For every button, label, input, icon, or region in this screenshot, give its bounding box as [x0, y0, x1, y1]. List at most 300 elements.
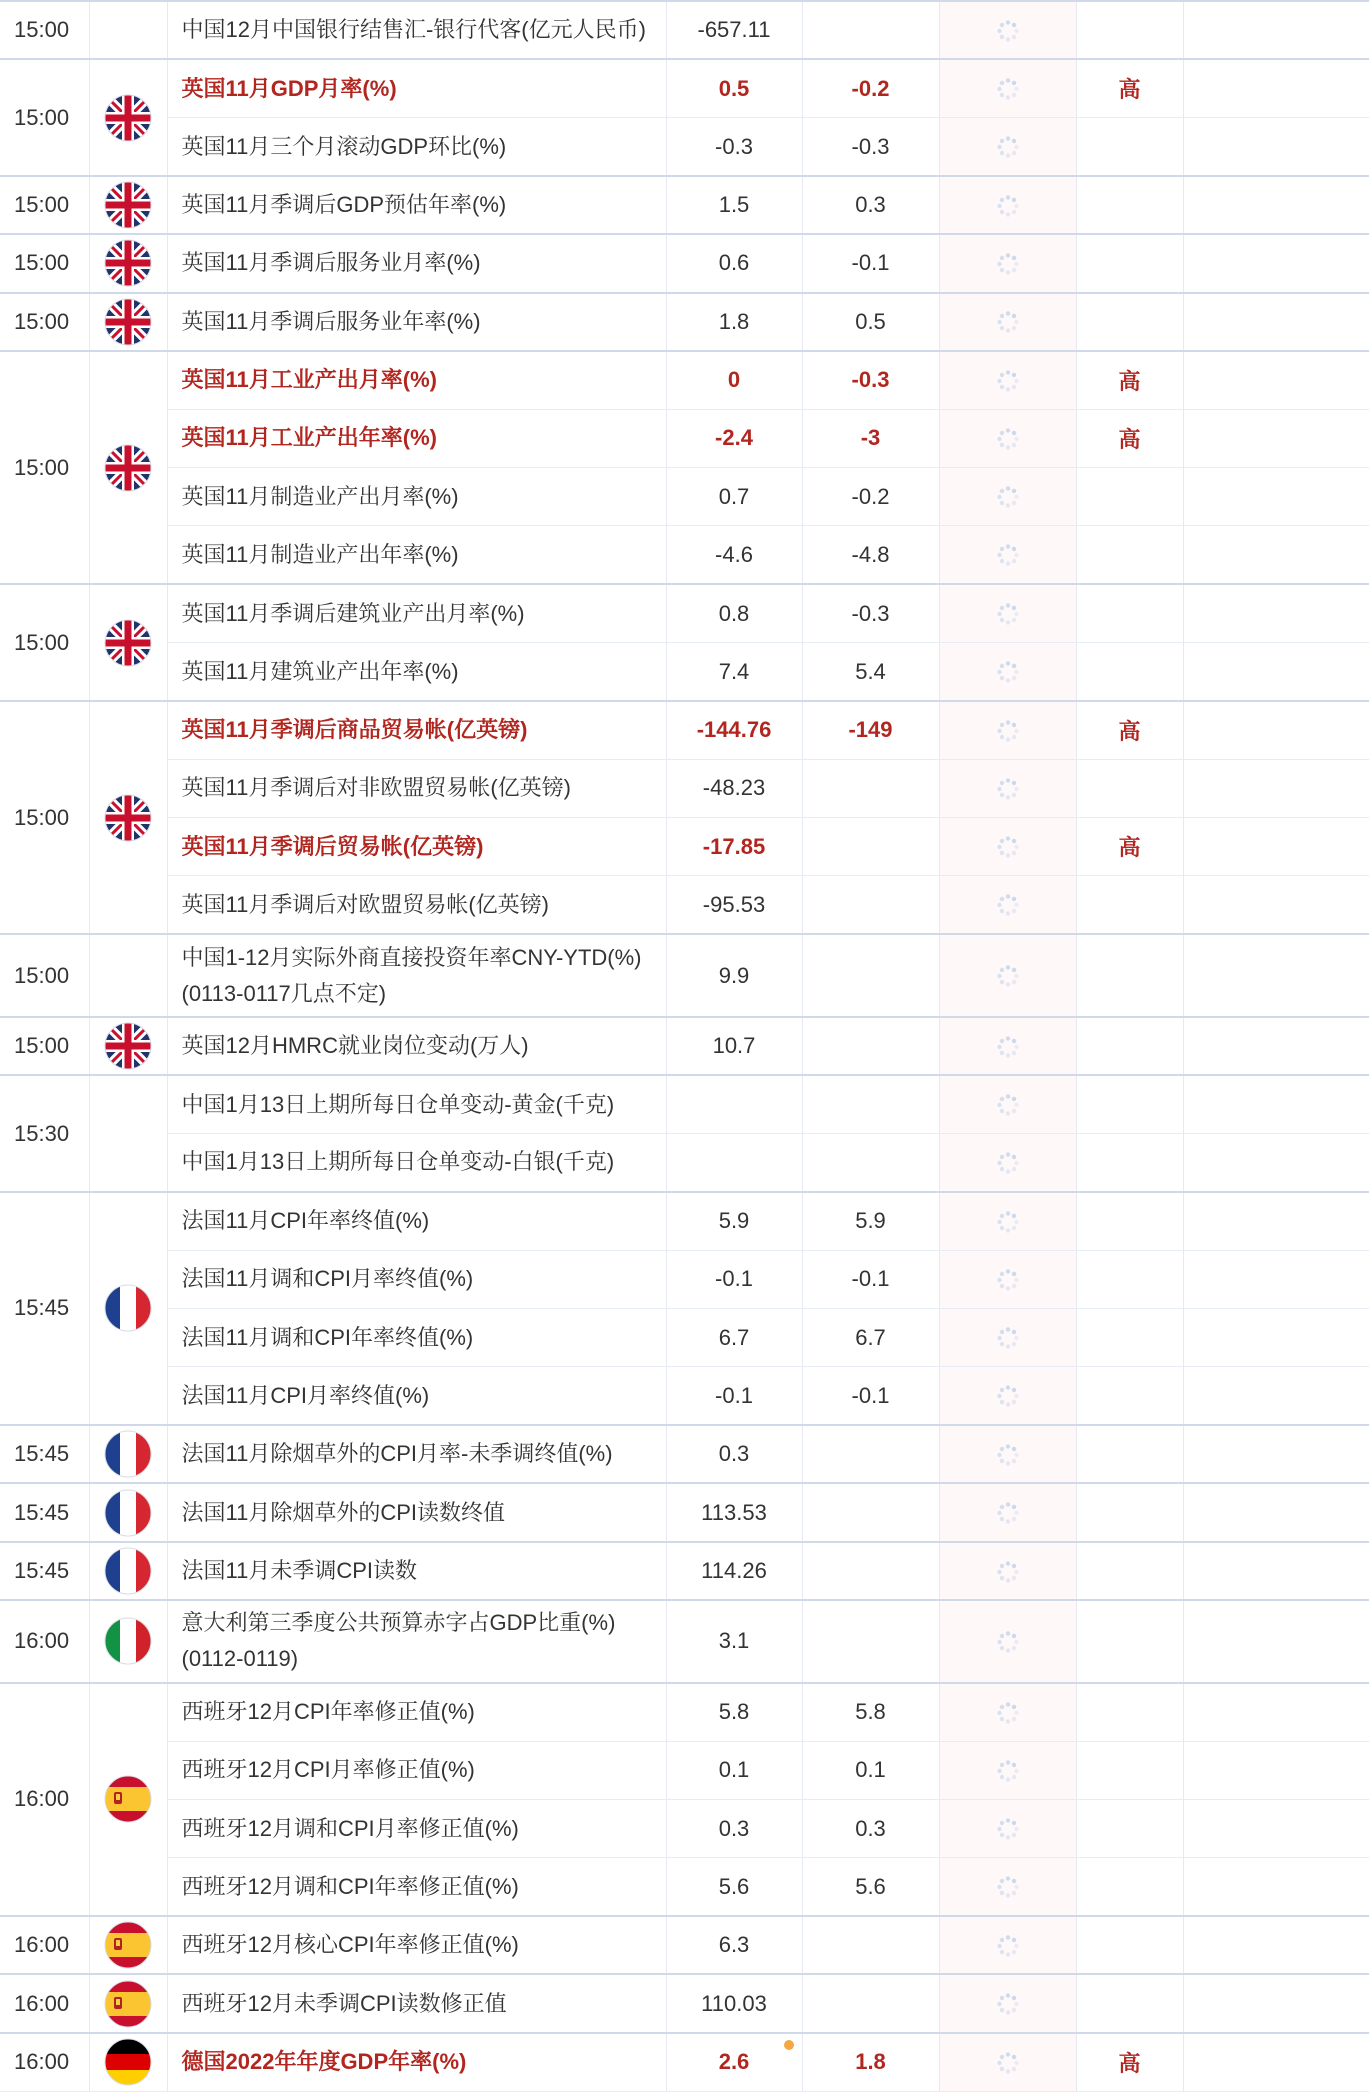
event-row[interactable] — [0, 1542, 1369, 1600]
detail-cell[interactable] — [1183, 1308, 1369, 1366]
country-flag-cell — [89, 584, 167, 701]
flag-uk-icon — [104, 628, 152, 653]
actual-value-loading — [939, 1134, 1076, 1192]
event-row[interactable] — [0, 468, 1369, 526]
detail-cell[interactable] — [1183, 2033, 1369, 2091]
event-time: 15:45 — [0, 1483, 89, 1541]
event-name[interactable] — [167, 1542, 666, 1600]
actual-value-loading — [939, 1017, 1076, 1075]
event-row[interactable] — [0, 1075, 1369, 1133]
event-row[interactable] — [0, 759, 1369, 817]
importance-label — [1076, 1192, 1183, 1250]
event-time: 15:00 — [0, 234, 89, 292]
detail-cell[interactable] — [1183, 1425, 1369, 1483]
forecast-value: -0.1 — [802, 234, 939, 292]
event-name-text: 英国11月制造业产出年率(%) — [181, 541, 459, 567]
event-name-text: 意大利第三季度公共预算赤字占GDP比重(%) — [181, 1610, 616, 1636]
event-name[interactable] — [167, 1425, 666, 1483]
event-name-text: 法国11月调和CPI年率终值(%) — [181, 1324, 474, 1350]
event-row[interactable] — [0, 409, 1369, 467]
event-name[interactable] — [167, 1367, 666, 1425]
actual-value-loading — [939, 1974, 1076, 2032]
event-time: 16:00 — [0, 1974, 89, 2032]
event-name-text: 中国12月中国银行结售汇-银行代客(亿元人民币) — [181, 17, 646, 43]
event-time: 15:45 — [0, 1542, 89, 1600]
previous-value: -0.3 — [666, 118, 802, 176]
flag-es-icon — [104, 1785, 152, 1810]
previous-value: 1.5 — [666, 176, 802, 234]
event-row[interactable] — [0, 1425, 1369, 1483]
flag-uk-icon — [104, 1032, 152, 1057]
importance-label — [1076, 759, 1183, 817]
previous-value — [666, 1134, 802, 1192]
previous-value: 0.7 — [666, 468, 802, 526]
importance-label — [1076, 118, 1183, 176]
loading-spinner-icon — [995, 1382, 1021, 1407]
event-row[interactable] — [0, 176, 1369, 234]
detail-cell[interactable] — [1183, 1134, 1369, 1192]
event-name[interactable] — [167, 759, 666, 817]
event-time: 15:00 — [0, 701, 89, 934]
importance-label — [1076, 526, 1183, 584]
actual-value-loading — [939, 59, 1076, 117]
importance-label — [1076, 1600, 1183, 1683]
actual-value-loading — [939, 1192, 1076, 1250]
flag-es-icon — [104, 1989, 152, 2014]
previous-value: -0.1 — [666, 1367, 802, 1425]
loading-spinner-icon — [995, 600, 1021, 625]
detail-cell[interactable] — [1183, 1483, 1369, 1541]
event-name[interactable] — [167, 584, 666, 642]
loading-spinner-icon — [995, 1324, 1021, 1349]
forecast-value: -4.8 — [802, 526, 939, 584]
actual-value-loading — [939, 1367, 1076, 1425]
flag-uk-icon — [104, 191, 152, 216]
detail-cell[interactable] — [1183, 176, 1369, 234]
loading-spinner-icon — [995, 367, 1021, 392]
country-flag-cell — [89, 1425, 167, 1483]
loading-spinner-icon — [995, 1091, 1021, 1116]
event-row[interactable] — [0, 934, 1369, 1017]
importance-label — [1076, 1974, 1183, 2032]
event-time: 15:00 — [0, 293, 89, 351]
event-time: 16:00 — [0, 1916, 89, 1974]
forecast-value: -0.2 — [802, 59, 939, 117]
event-row[interactable] — [0, 1974, 1369, 2032]
event-name-note: (0113-0117几点不定) — [181, 980, 387, 1006]
importance-label: 高 — [1076, 818, 1183, 876]
previous-value: -0.1 — [666, 1250, 802, 1308]
loading-spinner-icon — [995, 1266, 1021, 1291]
event-name[interactable] — [167, 409, 666, 467]
event-name[interactable] — [167, 1308, 666, 1366]
event-row[interactable] — [0, 293, 1369, 351]
forecast-value — [802, 1075, 939, 1133]
country-flag-cell — [89, 351, 167, 584]
detail-cell[interactable] — [1183, 1799, 1369, 1857]
event-name[interactable] — [167, 643, 666, 701]
actual-value-loading — [939, 1250, 1076, 1308]
event-time: 15:00 — [0, 1017, 89, 1075]
actual-value-loading — [939, 1741, 1076, 1799]
forecast-value: -0.3 — [802, 584, 939, 642]
detail-cell[interactable] — [1183, 59, 1369, 117]
previous-value — [666, 1075, 802, 1133]
importance-label — [1076, 1, 1183, 59]
previous-value: 5.6 — [666, 1858, 802, 1916]
loading-spinner-icon — [995, 1873, 1021, 1898]
importance-label — [1076, 468, 1183, 526]
actual-value-loading — [939, 1483, 1076, 1541]
event-row[interactable] — [0, 1192, 1369, 1250]
event-name-text: 中国1月13日上期所每日仓单变动-白银(千克) — [181, 1149, 615, 1175]
event-name-text: 英国11月季调后服务业月率(%) — [181, 250, 481, 276]
event-name[interactable] — [167, 351, 666, 409]
loading-spinner-icon — [995, 658, 1021, 683]
loading-spinner-icon — [995, 1441, 1021, 1466]
actual-value-loading — [939, 1799, 1076, 1857]
previous-value: -95.53 — [666, 876, 802, 934]
event-name[interactable] — [167, 1017, 666, 1075]
detail-cell[interactable] — [1183, 1858, 1369, 1916]
event-row[interactable] — [0, 526, 1369, 584]
event-name[interactable] — [167, 1192, 666, 1250]
flag-it-icon — [104, 1627, 152, 1652]
actual-value-loading — [939, 409, 1076, 467]
detail-cell[interactable] — [1183, 409, 1369, 467]
actual-value-loading — [939, 176, 1076, 234]
importance-label — [1076, 1250, 1183, 1308]
importance-label — [1076, 176, 1183, 234]
event-name-text: 西班牙12月未季调CPI读数修正值 — [181, 1990, 507, 2016]
event-name[interactable] — [167, 293, 666, 351]
importance-label — [1076, 1075, 1183, 1133]
country-flag-cell — [89, 234, 167, 292]
event-row[interactable] — [0, 1367, 1369, 1425]
importance-label — [1076, 1134, 1183, 1192]
event-time: 15:45 — [0, 1425, 89, 1483]
forecast-value — [802, 1425, 939, 1483]
event-name[interactable] — [167, 176, 666, 234]
event-time: 15:30 — [0, 1075, 89, 1192]
detail-cell[interactable] — [1183, 118, 1369, 176]
forecast-value — [802, 1916, 939, 1974]
loading-spinner-icon — [995, 192, 1021, 217]
detail-cell[interactable] — [1183, 643, 1369, 701]
event-row[interactable] — [0, 1741, 1369, 1799]
event-name[interactable] — [167, 59, 666, 117]
detail-cell[interactable] — [1183, 234, 1369, 292]
previous-value: 6.3 — [666, 1916, 802, 1974]
importance-label — [1076, 584, 1183, 642]
flag-uk-icon — [104, 803, 152, 828]
forecast-value: 0.5 — [802, 293, 939, 351]
detail-cell[interactable] — [1183, 1741, 1369, 1799]
previous-value: 113.53 — [666, 1483, 802, 1541]
previous-value: 0.8 — [666, 584, 802, 642]
actual-value-loading — [939, 526, 1076, 584]
loading-spinner-icon — [995, 2049, 1021, 2074]
importance-label — [1076, 643, 1183, 701]
event-name-text: 西班牙12月调和CPI月率修正值(%) — [181, 1815, 519, 1841]
event-name[interactable] — [167, 1250, 666, 1308]
loading-spinner-icon — [995, 1557, 1021, 1582]
event-name[interactable] — [167, 1683, 666, 1741]
event-name[interactable] — [167, 1799, 666, 1857]
forecast-value — [802, 1, 939, 59]
forecast-value — [802, 1600, 939, 1683]
event-name[interactable] — [167, 701, 666, 759]
event-name[interactable] — [167, 1741, 666, 1799]
flag-uk-icon — [104, 103, 152, 128]
event-time: 15:45 — [0, 1192, 89, 1425]
forecast-value: 0.3 — [802, 176, 939, 234]
actual-value-loading — [939, 1425, 1076, 1483]
forecast-value — [802, 1134, 939, 1192]
detail-cell[interactable] — [1183, 1367, 1369, 1425]
loading-spinner-icon — [995, 541, 1021, 566]
event-row[interactable] — [0, 584, 1369, 642]
previous-value: 5.9 — [666, 1192, 802, 1250]
event-name-text: 法国11月调和CPI月率终值(%) — [181, 1266, 474, 1292]
event-name[interactable] — [167, 526, 666, 584]
event-row[interactable] — [0, 1600, 1369, 1683]
actual-value-loading — [939, 1075, 1076, 1133]
actual-value-loading — [939, 759, 1076, 817]
event-row[interactable] — [0, 1308, 1369, 1366]
event-name[interactable] — [167, 468, 666, 526]
event-time: 16:00 — [0, 1600, 89, 1683]
country-flag-cell — [89, 293, 167, 351]
event-name[interactable] — [167, 118, 666, 176]
detail-cell[interactable] — [1183, 293, 1369, 351]
event-row[interactable] — [0, 1483, 1369, 1541]
actual-value-loading — [939, 351, 1076, 409]
flag-es-icon — [104, 1931, 152, 1956]
detail-cell[interactable] — [1183, 584, 1369, 642]
previous-value: 0.6 — [666, 234, 802, 292]
previous-value: -657.11 — [666, 1, 802, 59]
detail-cell[interactable] — [1183, 701, 1369, 759]
event-name-text: 法国11月CPI年率终值(%) — [181, 1208, 430, 1234]
event-row[interactable] — [0, 1250, 1369, 1308]
event-time: 15:00 — [0, 584, 89, 701]
importance-label — [1076, 1741, 1183, 1799]
previous-value: 0.3 — [666, 1425, 802, 1483]
previous-value: -2.4 — [666, 409, 802, 467]
detail-cell[interactable] — [1183, 1974, 1369, 2032]
detail-cell[interactable] — [1183, 759, 1369, 817]
importance-label — [1076, 293, 1183, 351]
event-name-text: 德国2022年年度GDP年率(%) — [181, 2049, 467, 2075]
event-name-text: 英国11月工业产出年率(%) — [181, 425, 437, 451]
importance-label — [1076, 234, 1183, 292]
event-row[interactable] — [0, 118, 1369, 176]
loading-spinner-icon — [995, 1757, 1021, 1782]
country-flag-cell — [89, 1916, 167, 1974]
detail-cell[interactable] — [1183, 876, 1369, 934]
event-name[interactable] — [167, 1600, 666, 1683]
country-flag-cell — [89, 1542, 167, 1600]
actual-value-loading — [939, 234, 1076, 292]
detail-cell[interactable] — [1183, 526, 1369, 584]
event-name-text: 英国11月季调后GDP预估年率(%) — [181, 192, 507, 218]
forecast-value: -3 — [802, 409, 939, 467]
actual-value-loading — [939, 1542, 1076, 1600]
event-name-text: 英国11月制造业产出月率(%) — [181, 483, 459, 509]
flag-fr-icon — [104, 1557, 152, 1582]
importance-label — [1076, 1483, 1183, 1541]
event-time: 15:00 — [0, 59, 89, 176]
event-name[interactable] — [167, 1916, 666, 1974]
actual-value-loading — [939, 818, 1076, 876]
country-flag-cell — [89, 1075, 167, 1192]
detail-cell[interactable] — [1183, 468, 1369, 526]
country-flag-cell — [89, 1600, 167, 1683]
event-row[interactable] — [0, 876, 1369, 934]
event-row[interactable] — [0, 1858, 1369, 1916]
country-flag-cell — [89, 2033, 167, 2091]
forecast-value — [802, 1542, 939, 1600]
event-time: 16:00 — [0, 2033, 89, 2091]
detail-cell[interactable] — [1183, 1683, 1369, 1741]
update-dot-icon — [784, 2040, 794, 2050]
event-row[interactable] — [0, 1916, 1369, 1974]
country-flag-cell — [89, 701, 167, 934]
importance-label — [1076, 1858, 1183, 1916]
forecast-value — [802, 1017, 939, 1075]
detail-cell[interactable] — [1183, 351, 1369, 409]
importance-label — [1076, 1367, 1183, 1425]
forecast-value — [802, 1483, 939, 1541]
event-name[interactable] — [167, 1858, 666, 1916]
event-name[interactable] — [167, 1483, 666, 1541]
country-flag-cell — [89, 934, 167, 1017]
event-name[interactable] — [167, 1075, 666, 1133]
event-name-text: 英国11月季调后建筑业产出月率(%) — [181, 600, 525, 626]
event-name-text: 西班牙12月调和CPI年率修正值(%) — [181, 1873, 519, 1899]
event-row[interactable] — [0, 818, 1369, 876]
previous-value: 0 — [666, 351, 802, 409]
forecast-value: -0.2 — [802, 468, 939, 526]
loading-spinner-icon — [995, 1932, 1021, 1957]
event-name[interactable] — [167, 1974, 666, 2032]
actual-value-loading — [939, 643, 1076, 701]
event-name-text: 中国1月13日上期所每日仓单变动-黄金(千克) — [181, 1091, 615, 1117]
forecast-value — [802, 759, 939, 817]
event-name[interactable] — [167, 2033, 666, 2091]
loading-spinner-icon — [995, 1032, 1021, 1057]
importance-label: 高 — [1076, 409, 1183, 467]
actual-value-loading — [939, 1683, 1076, 1741]
event-name-text: 西班牙12月CPI年率修正值(%) — [181, 1699, 475, 1725]
detail-cell[interactable] — [1183, 1192, 1369, 1250]
detail-cell[interactable] — [1183, 1542, 1369, 1600]
detail-cell[interactable] — [1183, 1250, 1369, 1308]
event-row[interactable] — [0, 1017, 1369, 1075]
forecast-value: 5.9 — [802, 1192, 939, 1250]
event-time: 16:00 — [0, 1683, 89, 1916]
event-time: 15:00 — [0, 934, 89, 1017]
loading-spinner-icon — [995, 833, 1021, 858]
event-name-text: 西班牙12月CPI月率修正值(%) — [181, 1757, 475, 1783]
flag-fr-icon — [104, 1294, 152, 1319]
event-name-text: 英国11月工业产出月率(%) — [181, 367, 437, 393]
importance-label — [1076, 1683, 1183, 1741]
previous-value: 6.7 — [666, 1308, 802, 1366]
importance-label: 高 — [1076, 59, 1183, 117]
detail-cell[interactable] — [1183, 1600, 1369, 1683]
event-row[interactable] — [0, 351, 1369, 409]
detail-cell[interactable] — [1183, 1017, 1369, 1075]
previous-value: -48.23 — [666, 759, 802, 817]
event-row[interactable] — [0, 1683, 1369, 1741]
loading-spinner-icon — [995, 1208, 1021, 1233]
event-row[interactable] — [0, 1134, 1369, 1192]
event-row[interactable] — [0, 1, 1369, 59]
flag-de-icon — [104, 2048, 152, 2073]
detail-cell[interactable] — [1183, 1916, 1369, 1974]
event-name[interactable] — [167, 1134, 666, 1192]
detail-cell[interactable] — [1183, 1, 1369, 59]
loading-spinner-icon — [995, 1628, 1021, 1653]
country-flag-cell — [89, 1017, 167, 1075]
event-name[interactable] — [167, 234, 666, 292]
event-row[interactable] — [0, 59, 1369, 117]
event-row[interactable] — [0, 701, 1369, 759]
forecast-value: 1.8 — [802, 2033, 939, 2091]
forecast-value: -0.3 — [802, 351, 939, 409]
detail-cell[interactable] — [1183, 1075, 1369, 1133]
event-name[interactable] — [167, 818, 666, 876]
flag-fr-icon — [104, 1440, 152, 1465]
actual-value-loading — [939, 118, 1076, 176]
loading-spinner-icon — [995, 250, 1021, 275]
loading-spinner-icon — [995, 962, 1021, 987]
loading-spinner-icon — [995, 1990, 1021, 2015]
previous-value: 3.1 — [666, 1600, 802, 1683]
importance-label: 高 — [1076, 2033, 1183, 2091]
event-name[interactable] — [167, 876, 666, 934]
actual-value-loading — [939, 934, 1076, 1017]
detail-cell[interactable] — [1183, 934, 1369, 1017]
previous-value: 0.3 — [666, 1799, 802, 1857]
event-name[interactable] — [167, 934, 666, 1017]
loading-spinner-icon — [995, 775, 1021, 800]
event-name-text: 英国11月GDP月率(%) — [181, 75, 397, 101]
event-name-text: 英国11月季调后服务业年率(%) — [181, 308, 481, 334]
importance-label — [1076, 876, 1183, 934]
event-row[interactable] — [0, 2033, 1369, 2091]
flag-fr-icon — [104, 1498, 152, 1523]
actual-value-loading — [939, 293, 1076, 351]
actual-value-loading — [939, 1858, 1076, 1916]
importance-label: 高 — [1076, 701, 1183, 759]
event-name-text: 英国11月季调后贸易帐(亿英镑) — [181, 833, 484, 859]
country-flag-cell — [89, 1, 167, 59]
previous-value: 2.6 — [666, 2033, 802, 2091]
detail-cell[interactable] — [1183, 818, 1369, 876]
forecast-value: -0.3 — [802, 118, 939, 176]
event-name-text: 英国11月建筑业产出年率(%) — [181, 658, 459, 684]
event-row[interactable] — [0, 643, 1369, 701]
event-name[interactable] — [167, 1, 666, 59]
loading-spinner-icon — [995, 891, 1021, 916]
event-row[interactable] — [0, 1799, 1369, 1857]
event-name-text: 英国11月季调后对欧盟贸易帐(亿英镑) — [181, 891, 549, 917]
previous-value: 5.8 — [666, 1683, 802, 1741]
event-row[interactable] — [0, 234, 1369, 292]
